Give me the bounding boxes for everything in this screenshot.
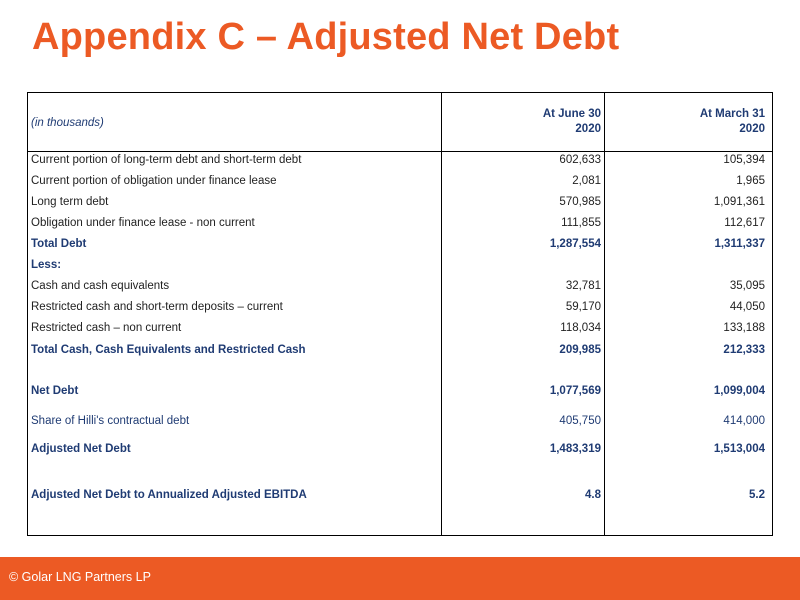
row-value-june: 111,855	[561, 217, 601, 229]
column-header-june-2020: At June 30 2020	[542, 108, 601, 135]
row-value-june: 32,781	[565, 280, 601, 292]
column-divider	[441, 93, 442, 535]
hilli-debt-june: 405,750	[559, 415, 601, 427]
row-value-june: 118,034	[560, 322, 601, 334]
row-value-march: 1,091,361	[713, 196, 765, 208]
row-label: Restricted cash – non current	[31, 322, 182, 334]
row-value-march: 105,394	[723, 154, 765, 166]
row-value-march: 35,095	[729, 280, 765, 292]
total-cash-march: 212,333	[723, 344, 765, 356]
adjusted-net-debt-march: 1,513,004	[713, 443, 765, 455]
row-value-june: 2,081	[572, 175, 601, 187]
row-label: Current portion of long-term debt and short-term debt	[31, 154, 302, 166]
row-value-march: 133,188	[723, 322, 765, 334]
net-debt-june: 1,077,569	[549, 385, 601, 397]
row-label: Restricted cash and short-term deposits – current	[31, 301, 283, 313]
copyright-text: © Golar LNG Partners LP	[9, 570, 151, 584]
row-value-june: 602,633	[559, 154, 601, 166]
adjusted-net-debt-label: Adjusted Net Debt	[31, 443, 131, 455]
row-value-march: 1,965	[736, 175, 765, 187]
leverage-ratio-label: Adjusted Net Debt to Annualized Adjusted EBITDA	[31, 489, 307, 501]
row-label: Long term debt	[31, 196, 109, 208]
row-value-march: 112,617	[724, 217, 765, 229]
hilli-debt-label: Share of Hilli's contractual debt	[31, 415, 190, 427]
footer-bar	[0, 557, 800, 600]
row-label: Current portion of obligation under finance lease	[31, 175, 277, 187]
column-header-march-2020: At March 31 2020	[699, 108, 765, 135]
net-debt-label: Net Debt	[31, 385, 79, 397]
row-label: Obligation under finance lease - non current	[31, 217, 255, 229]
hilli-debt-march: 414,000	[723, 415, 765, 427]
less-label: Less:	[31, 259, 62, 271]
page-title: Appendix C – Adjusted Net Debt	[32, 16, 620, 58]
row-value-june: 59,170	[565, 301, 601, 313]
total-cash-label: Total Cash, Cash Equivalents and Restricted Cash	[31, 344, 306, 356]
units-label: (in thousands)	[31, 117, 104, 129]
total-debt-march: 1,311,337	[714, 238, 765, 250]
row-value-june: 570,985	[559, 196, 601, 208]
column-divider	[604, 93, 605, 535]
net-debt-table	[27, 92, 773, 536]
row-value-march: 44,050	[729, 301, 765, 313]
leverage-ratio-june: 4.8	[585, 489, 601, 501]
header-divider	[28, 151, 772, 152]
adjusted-net-debt-june: 1,483,319	[549, 443, 601, 455]
net-debt-march: 1,099,004	[713, 385, 765, 397]
leverage-ratio-march: 5.2	[749, 489, 765, 501]
row-label: Cash and cash equivalents	[31, 280, 170, 292]
total-debt-label: Total Debt	[31, 238, 87, 250]
total-debt-june: 1,287,554	[549, 238, 601, 250]
total-cash-june: 209,985	[559, 344, 601, 356]
